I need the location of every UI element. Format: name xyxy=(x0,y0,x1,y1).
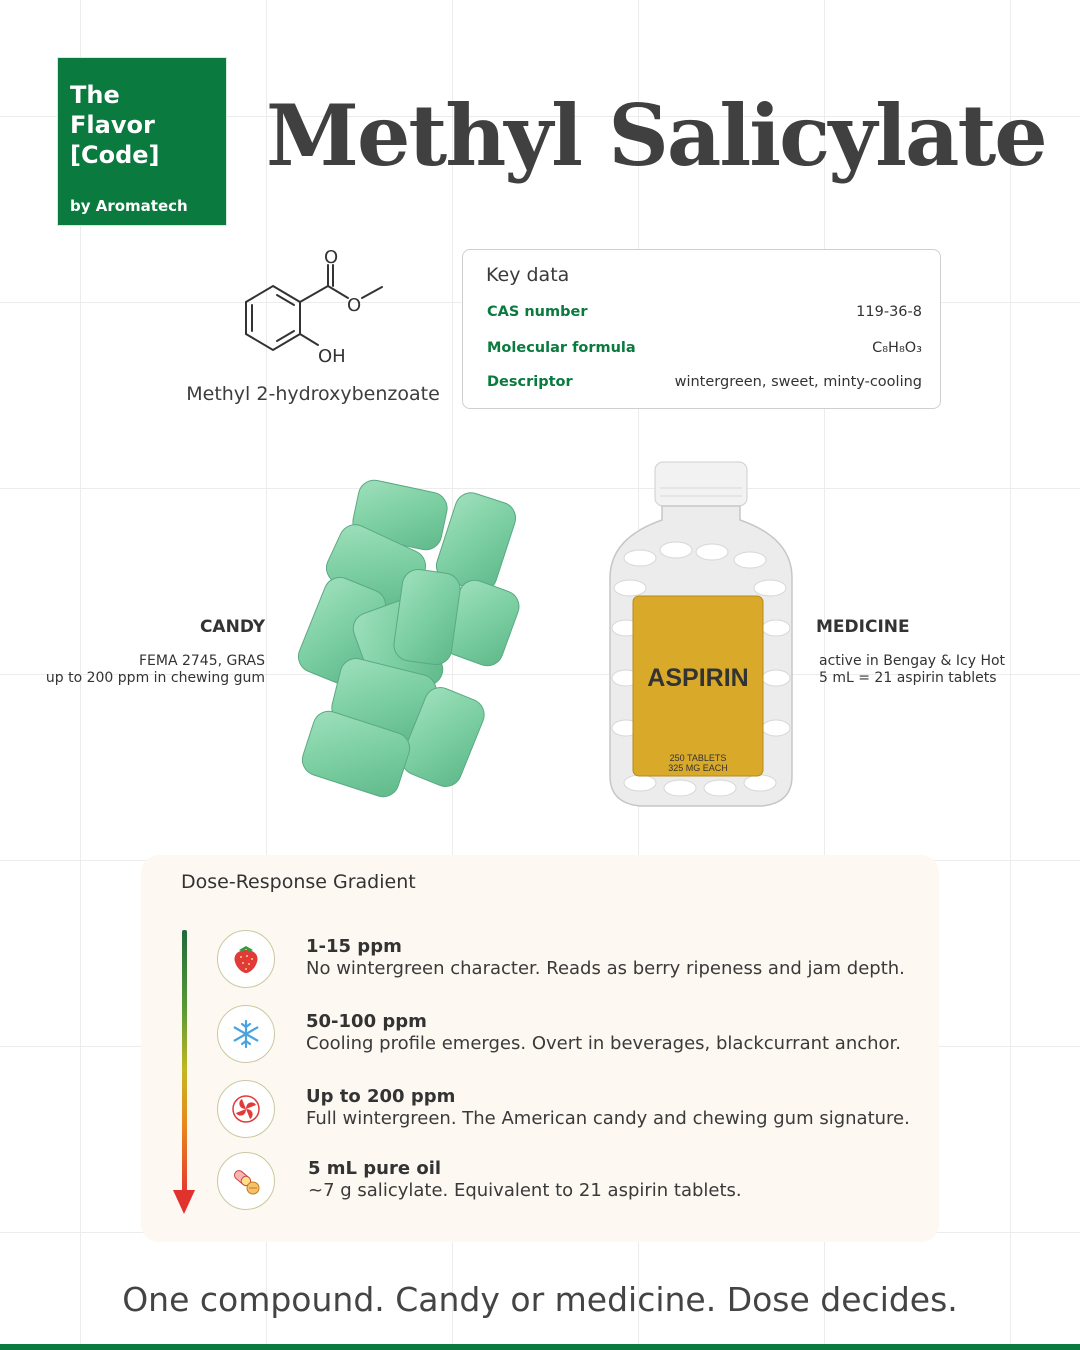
key-data-title: Key data xyxy=(486,264,570,286)
key-data-label: CAS number xyxy=(487,304,588,320)
dose-step-desc: Cooling profile emerges. Overt in beverages, blackcurrant anchor. xyxy=(306,1033,902,1054)
medicine-details xyxy=(819,653,1069,687)
dose-step-title: Up to 200 ppm xyxy=(306,1086,456,1107)
page-title: Methyl Salicylate xyxy=(266,86,1046,185)
key-data-label: Molecular formula xyxy=(487,340,636,356)
key-data-label: Descriptor xyxy=(487,374,573,390)
candy-heading: CANDY xyxy=(199,617,265,637)
molecule-structure xyxy=(230,245,400,375)
iupac-name: Methyl 2-hydroxybenzoate xyxy=(186,383,440,405)
candy-line-1: FEMA 2745, GRAS xyxy=(138,653,265,669)
pills-icon xyxy=(217,1152,275,1210)
brand-line-2: Flavor xyxy=(70,111,155,139)
snowflake-icon xyxy=(217,1005,275,1063)
aspirin-bottle-image xyxy=(600,458,802,813)
key-data-row xyxy=(487,340,922,362)
dose-step-desc: No wintergreen character. Reads as berry ripeness and jam depth. xyxy=(306,958,905,979)
brand-line-1: The xyxy=(70,81,120,109)
footer-bar xyxy=(0,1344,1080,1350)
bottle-label-brand: ASPIRIN xyxy=(647,664,749,692)
key-data-value: 119-36-8 xyxy=(856,304,922,320)
bottle-label-line-2: 325 MG EACH xyxy=(668,763,728,773)
tagline: One compound. Candy or medicine. Dose decides. xyxy=(122,1280,958,1319)
medicine-line-2: 5 mL = 21 aspirin tablets xyxy=(819,670,997,686)
candy-details xyxy=(20,653,265,687)
atom-oh: OH xyxy=(318,346,346,367)
peppermint-candy-icon xyxy=(217,1080,275,1138)
dose-response-panel xyxy=(141,855,939,1242)
dose-step-title: 5 mL pure oil xyxy=(308,1158,442,1179)
medicine-line-1: active in Bengay & Icy Hot xyxy=(819,653,1006,669)
key-data-row xyxy=(487,374,922,396)
candy-line-2: up to 200 ppm in chewing gum xyxy=(45,670,265,686)
atom-o-ester: O xyxy=(347,295,362,316)
key-data-row xyxy=(487,304,922,326)
dose-step-desc: Full wintergreen. The American candy and chewing gum signature. xyxy=(306,1108,910,1129)
dose-panel-title: Dose-Response Gradient xyxy=(181,871,416,893)
brand-line-3: [Code] xyxy=(70,141,160,169)
medicine-heading: MEDICINE xyxy=(816,617,910,637)
dose-step-desc: ~7 g salicylate. Equivalent to 21 aspirin tablets. xyxy=(308,1180,742,1201)
atom-o-top: O xyxy=(324,247,339,268)
arrow-down-icon xyxy=(173,1190,195,1214)
dose-step-title: 1-15 ppm xyxy=(306,936,402,957)
bottle-label-line-1: 250 TABLETS xyxy=(669,753,727,763)
chewing-gum-image xyxy=(280,466,565,822)
key-data-card xyxy=(462,249,941,409)
strawberry-icon xyxy=(217,930,275,988)
brand-logo xyxy=(58,58,226,225)
key-data-value: wintergreen, sweet, minty-cooling xyxy=(674,374,922,390)
dose-gradient-line xyxy=(182,930,187,1200)
dose-step-title: 50-100 ppm xyxy=(306,1011,427,1032)
key-data-value: C₈H₈O₃ xyxy=(872,340,922,356)
brand-byline: by Aromatech xyxy=(70,197,188,215)
